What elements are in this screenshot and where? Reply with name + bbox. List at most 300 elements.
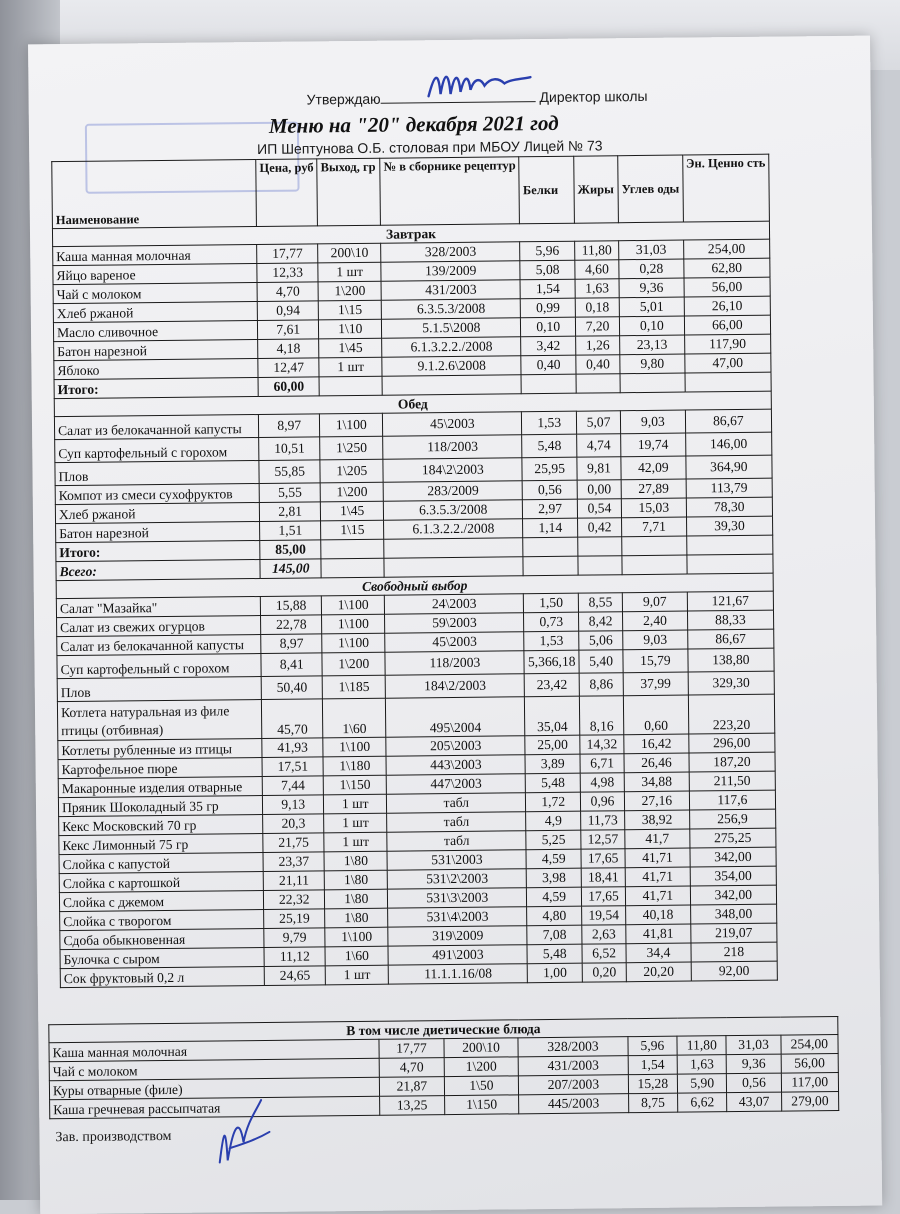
item-fat: 11,73 — [581, 811, 625, 830]
item-carbs: 38,92 — [625, 810, 690, 830]
item-protein: 1,72 — [526, 792, 581, 812]
item-name: Кекс Московский 70 гр — [59, 814, 263, 835]
item-price: 23,37 — [263, 852, 324, 872]
item-price: 17,77 — [257, 244, 318, 264]
item-output: 1\10 — [319, 319, 382, 339]
item-fat: 18,41 — [581, 868, 625, 887]
item-protein: 0,73 — [524, 612, 579, 632]
item-output: 1\200 — [444, 1057, 519, 1077]
item-fat: 0,54 — [577, 499, 621, 518]
item-name: Салат "Мазайка" — [56, 597, 260, 618]
item-protein: 25,95 — [522, 457, 577, 481]
item-energy: 275,25 — [689, 828, 775, 848]
item-name: Батон нарезной — [54, 340, 258, 361]
item-energy: 117,6 — [689, 790, 775, 810]
diet-menu-table — [48, 1016, 839, 1119]
item-recipe: 495\2004 — [386, 697, 526, 737]
item-carbs: 7,71 — [622, 517, 687, 537]
section-diet: В том числе диетические блюда — [49, 1016, 838, 1042]
item-carbs: 34,88 — [624, 772, 689, 792]
item-name: Компот из смеси сухофруктов — [55, 484, 259, 505]
item-protein: 1,14 — [523, 518, 578, 538]
item-carbs: 40,18 — [626, 905, 691, 925]
item-energy: 56,00 — [684, 277, 770, 297]
item-recipe: 431/2003 — [518, 1056, 628, 1076]
item-energy: 138,80 — [688, 648, 775, 672]
item-carbs: 37,99 — [623, 672, 688, 696]
item-fat: 8,42 — [578, 612, 622, 631]
item-output: 1\100 — [325, 927, 388, 947]
main-menu-table — [51, 154, 778, 988]
item-name: Каша гречневая рассыпчатая — [50, 1096, 380, 1118]
item-protein: 4,80 — [527, 906, 582, 926]
item-protein: 25,00 — [525, 735, 580, 755]
item-fat: 4,98 — [580, 773, 624, 792]
item-protein: 4,9 — [526, 811, 581, 831]
item-price: 17,51 — [262, 757, 323, 777]
item-price: 8,97 — [259, 414, 320, 438]
item-energy: 88,33 — [687, 610, 773, 630]
item-price: 21,75 — [263, 833, 324, 853]
item-fat: 4,60 — [575, 260, 619, 279]
item-fat: 17,65 — [581, 849, 625, 868]
item-price: 45,70 — [262, 699, 324, 739]
item-protein: 5,48 — [526, 773, 581, 793]
item-name: Салат из белокачанной капусты — [57, 635, 261, 656]
item-price: 8,97 — [261, 634, 322, 654]
item-name: Батон нарезной — [56, 522, 260, 543]
item-carbs: 41,7 — [625, 829, 690, 849]
item-carbs: 0,56 — [727, 1073, 781, 1093]
col-protein: Белки — [519, 156, 574, 224]
item-fat: 2,63 — [582, 925, 626, 944]
item-energy: 279,00 — [781, 1091, 839, 1111]
item-protein: 1,00 — [528, 963, 583, 983]
item-recipe: 6.3.5.3/2008 — [384, 500, 523, 520]
item-recipe: табл — [387, 831, 526, 851]
item-protein: 7,08 — [527, 925, 582, 945]
item-carbs: 5,01 — [619, 297, 684, 317]
col-recipe: № в сборнике рецептур — [380, 157, 520, 225]
grand-total-row: Всего: 145,00 — [56, 554, 773, 581]
item-energy: 121,67 — [687, 591, 773, 611]
section-lunch: Обед — [54, 391, 771, 417]
item-name: Слойка с джемом — [59, 890, 263, 911]
item-output: 200\10 — [444, 1038, 519, 1058]
item-price: 4,70 — [379, 1058, 444, 1078]
item-protein: 1,53 — [522, 411, 577, 435]
item-energy: 78,30 — [686, 497, 772, 517]
item-energy: 92,00 — [691, 961, 777, 981]
item-output: 200\10 — [318, 243, 381, 263]
item-price: 9,13 — [263, 795, 324, 815]
item-carbs: 9,80 — [620, 354, 685, 374]
item-recipe: 24\2003 — [385, 594, 524, 614]
section-breakfast: Завтрак — [52, 221, 769, 247]
item-name: Суп картофельный с горохом — [57, 654, 261, 679]
item-energy: 348,00 — [690, 904, 776, 924]
col-price: Цена, руб — [256, 159, 318, 227]
item-output: 1\250 — [320, 436, 383, 460]
item-name: Котлета натуральная из филе птицы (отбивная) — [57, 699, 262, 740]
item-fat: 0,96 — [580, 792, 624, 811]
item-carbs: 2,40 — [623, 611, 688, 631]
item-carbs: 34,4 — [626, 943, 691, 963]
item-energy: 66,00 — [684, 315, 770, 335]
item-carbs: 19,74 — [621, 433, 686, 457]
item-output: 1\150 — [323, 775, 386, 795]
item-price: 11,12 — [264, 947, 325, 967]
item-name: Сдоба обыкновенная — [60, 928, 264, 949]
item-price: 5,55 — [259, 483, 320, 503]
item-price: 22,32 — [264, 890, 325, 910]
item-output: 1\15 — [319, 300, 382, 320]
item-name: Каша манная молочная — [53, 245, 257, 266]
item-energy: 86,67 — [685, 409, 772, 433]
item-energy: 47,00 — [685, 353, 771, 373]
item-energy: 86,67 — [687, 629, 773, 649]
item-protein: 5,08 — [520, 260, 575, 280]
item-output: 1\100 — [322, 633, 385, 653]
item-recipe: 139/2009 — [381, 261, 520, 281]
item-name: Салат из свежих огурцов — [57, 616, 261, 637]
item-protein: 0,10 — [521, 317, 576, 337]
item-price: 22,78 — [261, 615, 322, 635]
item-recipe: 184\2\2003 — [383, 458, 522, 482]
item-protein: 4,59 — [526, 849, 581, 869]
item-recipe: 59\2003 — [385, 613, 524, 633]
item-output: 1 шт — [324, 794, 387, 814]
item-output: 1 шт — [324, 813, 387, 833]
item-fat: 0,18 — [575, 298, 619, 317]
item-recipe: 184\2/2003 — [385, 674, 524, 698]
item-recipe: 531\3\2003 — [388, 888, 527, 908]
item-protein: 15,28 — [628, 1074, 678, 1094]
item-output: 1\100 — [322, 595, 385, 615]
item-recipe: 443\2003 — [386, 755, 525, 775]
page-subtitle: ИП Шептунова О.Б. столовая при МБОУ Лицей № 73 — [257, 137, 603, 158]
item-name: Слойка с картошкой — [59, 871, 263, 892]
item-recipe: 205\2003 — [386, 736, 525, 756]
item-price: 24,65 — [264, 966, 325, 986]
item-energy: 354,00 — [690, 866, 776, 886]
item-output: 1 шт — [325, 965, 388, 985]
item-name: Салат из белокачанной капусты — [54, 415, 258, 440]
item-recipe: 118/2003 — [385, 651, 524, 675]
item-carbs: 41,71 — [625, 848, 690, 868]
item-protein: 5,48 — [522, 434, 577, 458]
item-carbs: 31,03 — [619, 240, 684, 260]
item-fat: 6,71 — [580, 754, 624, 773]
item-output: 1\45 — [319, 338, 382, 358]
item-recipe: 6.1.3.2.2./2008 — [384, 519, 523, 539]
director-label: Директор школы — [539, 87, 648, 106]
item-carbs: 16,42 — [624, 734, 689, 754]
item-energy: 146,00 — [685, 432, 772, 456]
item-output: 1 шт — [324, 832, 387, 852]
item-carbs: 23,13 — [620, 335, 685, 355]
table-header-row — [52, 154, 770, 229]
item-price: 1,51 — [260, 521, 321, 541]
item-price: 21,87 — [379, 1077, 444, 1097]
item-carbs: 41,81 — [626, 924, 691, 944]
item-price: 4,18 — [258, 339, 319, 359]
item-fat: 17,65 — [581, 887, 625, 906]
section-free-choice: Свободный выбор — [56, 573, 773, 599]
item-fat: 5,90 — [677, 1074, 727, 1094]
item-protein: 3,98 — [527, 868, 582, 888]
item-price: 12,47 — [258, 358, 319, 378]
item-output: 1\150 — [444, 1095, 519, 1115]
col-energy: Эн. Ценно сть — [682, 154, 769, 222]
item-price: 10,51 — [259, 437, 320, 461]
item-name: Чай с молоком — [49, 1058, 379, 1080]
item-fat: 0,40 — [576, 355, 620, 374]
item-energy: 39,30 — [686, 516, 772, 536]
item-fat: 0,20 — [582, 963, 626, 982]
item-output: 1\15 — [321, 520, 384, 540]
item-price: 2,81 — [260, 502, 321, 522]
col-fat: Жиры — [574, 156, 619, 223]
item-energy: 117,90 — [684, 334, 770, 354]
item-recipe: 5.1.5\2008 — [382, 318, 521, 338]
production-head-signature-icon — [199, 1092, 280, 1173]
item-recipe: 6.3.5.3/2008 — [381, 299, 520, 319]
item-carbs: 0,60 — [623, 695, 688, 735]
item-fat: 5,07 — [576, 411, 620, 434]
item-energy: 187,20 — [689, 752, 775, 772]
item-recipe: 207/2003 — [519, 1075, 629, 1095]
item-output: 1\100 — [322, 614, 385, 634]
item-name: Слойка с творогом — [60, 909, 264, 930]
item-recipe: 328/2003 — [381, 242, 520, 262]
item-name: Булочка с сыром — [60, 947, 264, 968]
item-recipe: табл — [387, 793, 526, 813]
item-protein: 23,42 — [525, 673, 580, 697]
item-protein: 1,54 — [628, 1055, 678, 1075]
item-protein: 2,97 — [523, 499, 578, 519]
item-energy: 342,00 — [690, 847, 776, 867]
item-output: 1\60 — [323, 698, 386, 738]
approve-label: Утверждаю — [306, 90, 381, 108]
item-fat: 1,26 — [576, 336, 620, 355]
item-name: Плов — [57, 677, 261, 702]
item-name: Чай с молоком — [53, 283, 257, 304]
item-fat: 11,80 — [677, 1036, 727, 1056]
item-fat: 4,74 — [577, 434, 621, 457]
item-output: 1\50 — [444, 1076, 519, 1096]
item-protein: 3,89 — [525, 754, 580, 774]
item-price: 17,77 — [379, 1039, 444, 1059]
item-price: 9,79 — [264, 928, 325, 948]
item-name: Слойка с капустой — [59, 852, 263, 873]
item-name: Сок фруктовый 0,2 л — [60, 966, 264, 987]
item-recipe: 445/2003 — [519, 1094, 629, 1114]
item-carbs: 15,03 — [621, 498, 686, 518]
item-energy: 342,00 — [690, 885, 776, 905]
item-name: Яйцо вареное — [53, 264, 257, 285]
item-recipe: 531\4\2003 — [388, 907, 527, 927]
item-energy: 296,00 — [688, 733, 774, 753]
item-name: Кекс Лимонный 75 гр — [59, 833, 263, 854]
item-output: 1\80 — [325, 889, 388, 909]
item-recipe: 283/2009 — [383, 481, 522, 501]
item-name: Плов — [55, 461, 259, 486]
item-name: Масло сливочное — [53, 321, 257, 342]
item-carbs: 41,71 — [625, 886, 690, 906]
item-fat: 0,42 — [577, 518, 621, 537]
item-recipe: 328/2003 — [518, 1037, 628, 1057]
item-fat: 8,55 — [578, 593, 622, 612]
item-carbs: 9,03 — [620, 410, 685, 434]
item-protein: 0,99 — [521, 298, 576, 318]
col-output: Выход, гр — [317, 158, 381, 226]
item-recipe: 531\2\2003 — [387, 869, 526, 889]
item-energy: 62,80 — [684, 258, 770, 278]
item-recipe: 431/2003 — [381, 280, 520, 300]
page-title: Меню на "20" декабря 2021 год — [268, 110, 559, 138]
item-fat: 0,00 — [577, 480, 621, 499]
item-output: 1\45 — [321, 501, 384, 521]
item-energy: 254,00 — [683, 239, 769, 259]
item-output: 1\60 — [325, 946, 388, 966]
item-protein: 0,40 — [521, 355, 576, 375]
item-carbs: 20,20 — [626, 962, 691, 982]
item-energy: 218 — [691, 942, 777, 962]
item-name: Хлеб ржаной — [55, 503, 259, 524]
item-fat: 7,20 — [575, 317, 619, 336]
item-price: 7,61 — [258, 320, 319, 340]
item-output: 1\100 — [323, 737, 386, 757]
menu-sheet — [28, 36, 882, 1214]
item-output: 1 шт — [318, 262, 381, 282]
item-name: Суп картофельный с горохом — [55, 438, 259, 463]
item-fat: 12,57 — [581, 830, 625, 849]
item-carbs: 43,07 — [727, 1092, 781, 1112]
item-fat: 11,80 — [575, 241, 619, 260]
item-fat: 5,06 — [579, 631, 623, 650]
item-recipe: 531\2003 — [387, 850, 526, 870]
item-carbs: 42,09 — [621, 456, 686, 480]
item-recipe: 118/2003 — [383, 435, 522, 459]
item-recipe: табл — [387, 812, 526, 832]
item-fat: 1,63 — [575, 279, 619, 298]
item-carbs: 41,71 — [625, 867, 690, 887]
item-price: 7,44 — [262, 776, 323, 796]
item-energy: 113,79 — [686, 478, 772, 498]
item-protein: 8,75 — [628, 1093, 678, 1113]
item-fat: 14,32 — [580, 735, 624, 754]
item-protein: 5,96 — [628, 1036, 678, 1056]
item-energy: 219,07 — [690, 923, 776, 943]
item-carbs: 31,03 — [726, 1035, 780, 1055]
item-energy: 329,30 — [688, 671, 775, 695]
item-protein: 4,59 — [527, 887, 582, 907]
item-carbs: 9,36 — [619, 278, 684, 298]
item-output: 1\100 — [320, 413, 383, 437]
item-price: 13,25 — [380, 1096, 445, 1116]
item-protein: 1,54 — [520, 279, 575, 299]
item-fat: 6,62 — [678, 1093, 728, 1113]
item-name: Куры отварные (филе) — [49, 1077, 379, 1099]
item-protein: 5,25 — [526, 830, 581, 850]
item-name: Котлеты рубленные из птицы — [58, 738, 262, 759]
item-recipe: 9.1.2.6\2008 — [382, 356, 521, 376]
table-row — [57, 694, 774, 741]
item-price: 41,93 — [262, 738, 323, 758]
item-price: 50,40 — [261, 676, 322, 700]
item-protein: 5,48 — [527, 944, 582, 964]
item-recipe: 491\2003 — [388, 945, 527, 965]
item-name: Хлеб ржаной — [53, 302, 257, 323]
item-fat: 6,52 — [582, 944, 626, 963]
item-output: 1\205 — [320, 459, 383, 483]
item-energy: 254,00 — [781, 1034, 839, 1054]
item-carbs: 26,46 — [624, 753, 689, 773]
item-protein: 35,04 — [525, 696, 580, 736]
item-energy: 364,90 — [686, 455, 773, 479]
item-price: 15,88 — [261, 596, 322, 616]
item-carbs: 9,36 — [727, 1054, 781, 1074]
item-fat: 8,16 — [579, 696, 624, 735]
lunch-total-row: Итого: 85,00 — [56, 535, 773, 562]
item-recipe: 447\2003 — [386, 774, 525, 794]
item-protein: 1,50 — [524, 593, 579, 613]
item-price: 8,41 — [261, 653, 322, 677]
item-price: 25,19 — [264, 909, 325, 929]
item-energy: 223,20 — [688, 694, 775, 734]
footer-label: Зав. производством — [55, 1128, 172, 1146]
item-fat: 8,86 — [579, 673, 623, 696]
item-energy: 211,50 — [689, 771, 775, 791]
item-protein: 0,56 — [523, 480, 578, 500]
item-recipe: 11.1.1.16/08 — [388, 964, 527, 984]
item-price: 55,85 — [259, 460, 320, 484]
item-output: 1\200 — [322, 652, 385, 676]
item-energy: 26,10 — [684, 296, 770, 316]
item-price: 0,94 — [257, 301, 318, 321]
item-price: 12,33 — [257, 263, 318, 283]
item-energy: 256,9 — [689, 809, 775, 829]
item-carbs: 27,89 — [621, 479, 686, 499]
item-output: 1\80 — [324, 851, 387, 871]
item-fat: 19,54 — [582, 906, 626, 925]
item-fat: 9,81 — [577, 457, 621, 480]
item-protein: 5,96 — [520, 241, 575, 261]
col-name: Наименование — [52, 160, 257, 229]
item-price: 4,70 — [257, 282, 318, 302]
item-carbs: 15,79 — [623, 649, 688, 673]
item-protein: 3,42 — [521, 336, 576, 356]
item-name: Яблоко — [54, 359, 258, 380]
item-carbs: 0,28 — [619, 259, 684, 279]
item-output: 1 шт — [319, 357, 382, 377]
item-energy: 56,00 — [781, 1053, 839, 1073]
director-signature-icon — [420, 63, 540, 104]
item-protein: 5,366,18 — [524, 650, 579, 674]
item-name: Картофельное пюре — [58, 757, 262, 778]
item-price: 21,11 — [263, 871, 324, 891]
item-carbs: 27,16 — [624, 791, 689, 811]
item-name: Пряник Шоколадный 35 гр — [58, 795, 262, 816]
item-price: 20,3 — [263, 814, 324, 834]
item-output: 1\200 — [318, 281, 381, 301]
item-energy: 117,00 — [781, 1072, 839, 1092]
item-carbs: 9,03 — [623, 630, 688, 650]
item-output: 1\185 — [322, 675, 385, 699]
item-carbs: 9,07 — [622, 592, 687, 612]
item-name: Макаронные изделия отварные — [58, 776, 262, 797]
